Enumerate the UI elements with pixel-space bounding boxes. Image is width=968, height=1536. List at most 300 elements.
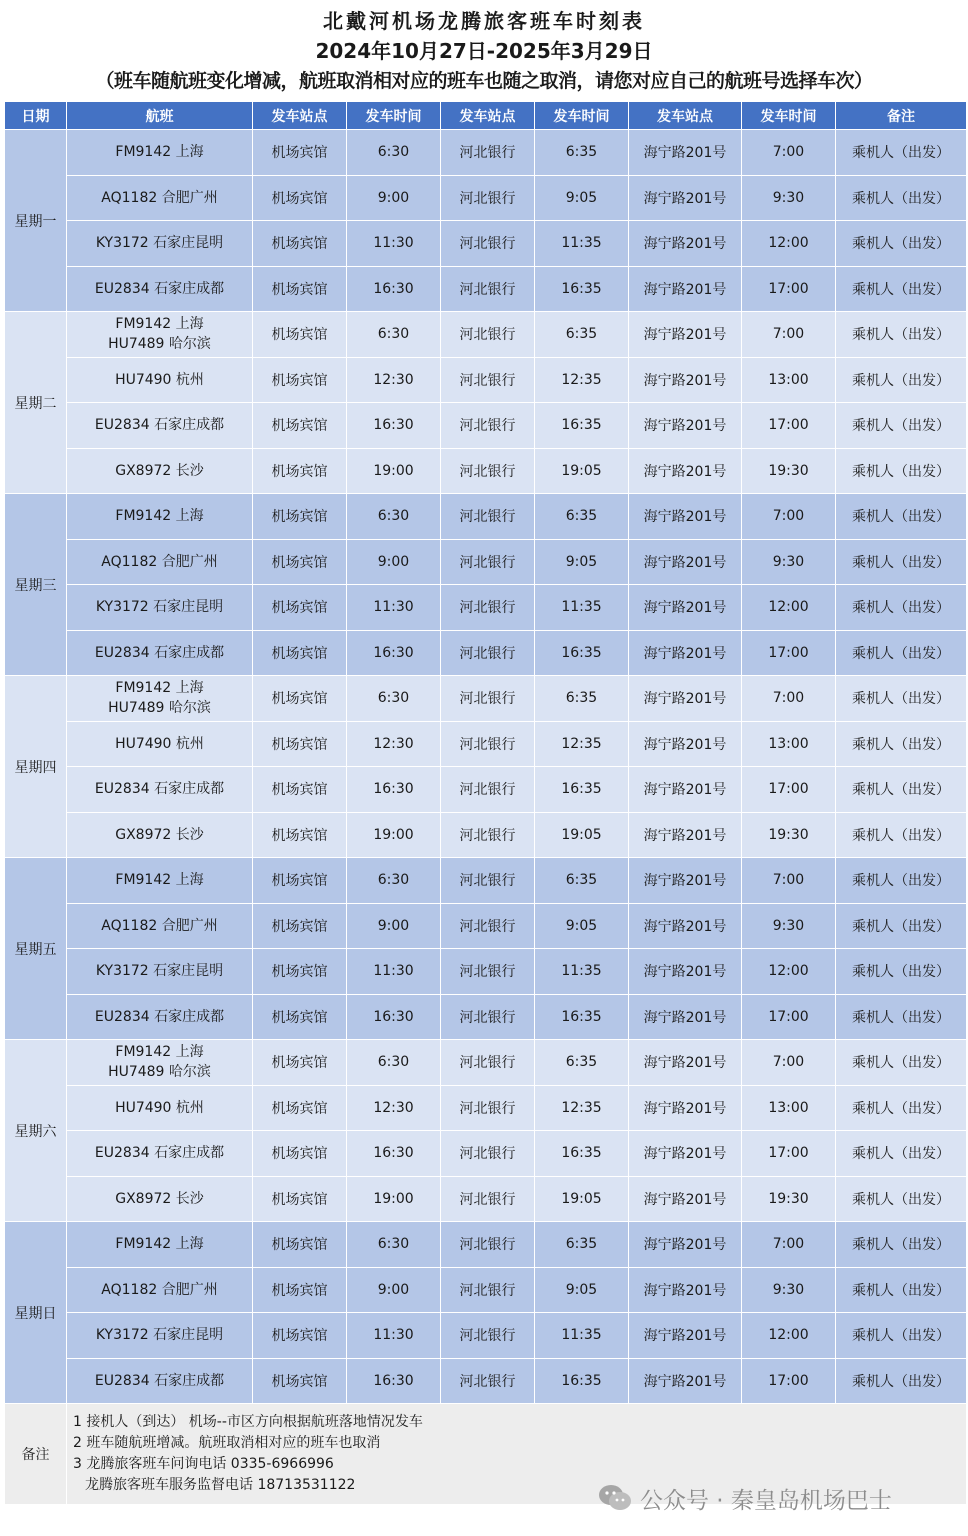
time-1-cell: 6:30 (347, 676, 441, 722)
station-2-cell: 河北银行 (441, 175, 535, 221)
station-1-cell: 机场宾馆 (253, 448, 347, 494)
flight-cell (67, 130, 253, 176)
table-row (5, 266, 967, 312)
note-cell: 乘机人（出发） (836, 448, 967, 494)
station-2-cell: 河北银行 (441, 1313, 535, 1359)
table-row (5, 130, 967, 176)
station-3-cell: 海宁路201号 (629, 130, 742, 176)
flight-line: GX8972 长沙 (115, 826, 204, 843)
header-station-3: 发车站点 (629, 102, 742, 130)
station-1-cell: 机场宾馆 (253, 357, 347, 403)
time-1-cell: 9:00 (347, 903, 441, 949)
station-1-cell: 机场宾馆 (253, 221, 347, 267)
flight-cell (67, 312, 253, 358)
note-cell: 乘机人（出发） (836, 1313, 967, 1359)
station-2-cell: 河北银行 (441, 312, 535, 358)
time-2-cell: 16:35 (535, 266, 629, 312)
time-3-cell: 19:30 (742, 812, 836, 858)
note-cell: 乘机人（出发） (836, 721, 967, 767)
table-row (5, 1222, 967, 1268)
note-cell: 乘机人（出发） (836, 1358, 967, 1404)
time-2-cell: 6:35 (535, 312, 629, 358)
time-3-cell: 9:30 (742, 175, 836, 221)
station-2-cell: 河北银行 (441, 858, 535, 904)
time-1-cell: 6:30 (347, 312, 441, 358)
time-2-cell: 6:35 (535, 1040, 629, 1086)
header-note: 备注 (836, 102, 967, 130)
table-row (5, 357, 967, 403)
station-2-cell: 河北银行 (441, 1176, 535, 1222)
time-2-cell: 9:05 (535, 539, 629, 585)
time-2-cell: 16:35 (535, 630, 629, 676)
time-2-cell: 6:35 (535, 494, 629, 540)
flight-line: GX8972 长沙 (115, 1190, 204, 1207)
flight-line: FM9142 上海 (115, 508, 204, 525)
schedule-date-range: 2024年10月27日-2025年3月29日 (315, 39, 653, 63)
time-1-cell: 16:30 (347, 630, 441, 676)
flight-cell (67, 403, 253, 449)
station-2-cell: 河北银行 (441, 130, 535, 176)
station-2-cell: 河北银行 (441, 448, 535, 494)
table-row (5, 1313, 967, 1359)
remark-line: 2 班车随航班增减。航班取消相对应的班车也取消 (73, 1435, 381, 1451)
station-1-cell: 机场宾馆 (253, 858, 347, 904)
flight-line: FM9142 上海 (115, 1236, 204, 1253)
flight-line: HU7490 杭州 (115, 1099, 204, 1116)
station-1-cell: 机场宾馆 (253, 994, 347, 1040)
time-1-cell: 19:00 (347, 448, 441, 494)
flight-cell (67, 448, 253, 494)
flight-line: EU2834 石家庄成都 (94, 1008, 225, 1025)
remark-line: 龙腾旅客班车服务监督电话 18713531122 (85, 1477, 356, 1493)
note-cell: 乘机人（出发） (836, 1222, 967, 1268)
flight-cell (67, 1176, 253, 1222)
day-cell: 星期五 (5, 858, 67, 1040)
flight-cell (67, 812, 253, 858)
flight-cell (67, 903, 253, 949)
time-3-cell: 13:00 (742, 357, 836, 403)
note-cell: 乘机人（出发） (836, 812, 967, 858)
time-3-cell: 17:00 (742, 767, 836, 813)
time-1-cell: 6:30 (347, 1222, 441, 1268)
time-1-cell: 16:30 (347, 1358, 441, 1404)
flight-cell (67, 721, 253, 767)
station-3-cell: 海宁路201号 (629, 1313, 742, 1359)
station-3-cell: 海宁路201号 (629, 858, 742, 904)
station-1-cell: 机场宾馆 (253, 312, 347, 358)
header-time-1: 发车时间 (347, 102, 441, 130)
flight-line: HU7489 哈尔滨 (108, 700, 211, 717)
time-2-cell: 16:35 (535, 767, 629, 813)
station-3-cell: 海宁路201号 (629, 1358, 742, 1404)
table-row (5, 1176, 967, 1222)
note-cell: 乘机人（出发） (836, 494, 967, 540)
flight-cell (67, 1358, 253, 1404)
time-2-cell: 16:35 (535, 994, 629, 1040)
station-3-cell: 海宁路201号 (629, 767, 742, 813)
flight-cell (67, 1131, 253, 1177)
time-2-cell: 12:35 (535, 1085, 629, 1131)
note-cell: 乘机人（出发） (836, 1131, 967, 1177)
title-block (0, 0, 968, 100)
flight-line: KY3172 石家庄昆明 (95, 1327, 224, 1344)
station-2-cell: 河北银行 (441, 539, 535, 585)
station-2-cell: 河北银行 (441, 494, 535, 540)
time-2-cell: 19:05 (535, 448, 629, 494)
table-row (5, 585, 967, 631)
flight-line: FM9142 上海 (115, 316, 204, 333)
header-time-2: 发车时间 (535, 102, 629, 130)
note-cell: 乘机人（出发） (836, 403, 967, 449)
table-row (5, 1040, 967, 1086)
time-2-cell: 11:35 (535, 221, 629, 267)
time-1-cell: 6:30 (347, 858, 441, 904)
day-cell: 星期四 (5, 676, 67, 858)
flight-line: AQ1182 合肥广州 (101, 189, 218, 206)
time-2-cell: 16:35 (535, 1131, 629, 1177)
flight-cell (67, 1085, 253, 1131)
day-cell: 星期二 (5, 312, 67, 494)
time-1-cell: 12:30 (347, 1085, 441, 1131)
note-cell: 乘机人（出发） (836, 221, 967, 267)
flight-line: FM9142 上海 (115, 1044, 204, 1061)
station-3-cell: 海宁路201号 (629, 539, 742, 585)
header-date: 日期 (5, 102, 67, 130)
time-1-cell: 11:30 (347, 221, 441, 267)
station-3-cell: 海宁路201号 (629, 721, 742, 767)
station-2-cell: 河北银行 (441, 903, 535, 949)
time-2-cell: 19:05 (535, 1176, 629, 1222)
time-3-cell: 7:00 (742, 676, 836, 722)
note-cell: 乘机人（出发） (836, 630, 967, 676)
time-1-cell: 12:30 (347, 721, 441, 767)
time-2-cell: 11:35 (535, 1313, 629, 1359)
note-cell: 乘机人（出发） (836, 175, 967, 221)
shuttle-schedule-table (4, 101, 967, 1505)
table-row (5, 767, 967, 813)
station-1-cell: 机场宾馆 (253, 721, 347, 767)
flight-line: KY3172 石家庄昆明 (95, 963, 224, 980)
time-1-cell: 9:00 (347, 539, 441, 585)
time-1-cell: 12:30 (347, 357, 441, 403)
remarks-label: 备注 (5, 1404, 67, 1505)
flight-line: GX8972 长沙 (115, 462, 204, 479)
time-2-cell: 11:35 (535, 585, 629, 631)
station-3-cell: 海宁路201号 (629, 903, 742, 949)
wechat-icon (598, 1483, 632, 1513)
remark-line: 1 接机人（到达） 机场--市区方向根据航班落地情况发车 (73, 1414, 423, 1430)
day-cell: 星期六 (5, 1040, 67, 1222)
station-3-cell: 海宁路201号 (629, 1085, 742, 1131)
station-2-cell: 河北银行 (441, 676, 535, 722)
note-cell: 乘机人（出发） (836, 1040, 967, 1086)
time-2-cell: 11:35 (535, 949, 629, 995)
time-3-cell: 19:30 (742, 448, 836, 494)
station-1-cell: 机场宾馆 (253, 1131, 347, 1177)
station-3-cell: 海宁路201号 (629, 1131, 742, 1177)
table-row (5, 1358, 967, 1404)
time-1-cell: 16:30 (347, 994, 441, 1040)
time-2-cell: 9:05 (535, 903, 629, 949)
station-2-cell: 河北银行 (441, 357, 535, 403)
table-row (5, 676, 967, 722)
flight-cell (67, 1222, 253, 1268)
station-2-cell: 河北银行 (441, 585, 535, 631)
station-3-cell: 海宁路201号 (629, 312, 742, 358)
flight-cell (67, 494, 253, 540)
table-row (5, 949, 967, 995)
note-cell: 乘机人（出发） (836, 357, 967, 403)
table-row (5, 858, 967, 904)
station-1-cell: 机场宾馆 (253, 949, 347, 995)
flight-line: EU2834 石家庄成都 (94, 280, 225, 297)
note-cell: 乘机人（出发） (836, 858, 967, 904)
time-3-cell: 17:00 (742, 1358, 836, 1404)
flight-cell (67, 676, 253, 722)
flight-line: EU2834 石家庄成都 (94, 644, 225, 661)
flight-cell (67, 1313, 253, 1359)
time-1-cell: 11:30 (347, 949, 441, 995)
station-1-cell: 机场宾馆 (253, 539, 347, 585)
station-1-cell: 机场宾馆 (253, 1358, 347, 1404)
time-3-cell: 12:00 (742, 949, 836, 995)
note-cell: 乘机人（出发） (836, 1267, 967, 1313)
station-2-cell: 河北银行 (441, 403, 535, 449)
flight-line: FM9142 上海 (115, 872, 204, 889)
table-row (5, 1267, 967, 1313)
table-body (5, 130, 967, 1404)
time-3-cell: 7:00 (742, 1222, 836, 1268)
station-3-cell: 海宁路201号 (629, 1176, 742, 1222)
time-3-cell: 17:00 (742, 994, 836, 1040)
flight-cell (67, 858, 253, 904)
time-1-cell: 19:00 (347, 1176, 441, 1222)
time-3-cell: 12:00 (742, 1313, 836, 1359)
station-1-cell: 机场宾馆 (253, 175, 347, 221)
flight-line: AQ1182 合肥广州 (101, 917, 218, 934)
flight-line: EU2834 石家庄成都 (94, 417, 225, 434)
time-1-cell: 16:30 (347, 1131, 441, 1177)
table-row (5, 721, 967, 767)
flight-line: HU7489 哈尔滨 (108, 1064, 211, 1081)
schedule-notice: （班车随航班变化增减，航班取消相对应的班车也随之取消，请您对应自己的航班号选择车次） (95, 70, 873, 92)
station-1-cell: 机场宾馆 (253, 903, 347, 949)
time-2-cell: 6:35 (535, 858, 629, 904)
flight-line: KY3172 石家庄昆明 (95, 599, 224, 616)
table-row (5, 1085, 967, 1131)
flight-cell (67, 266, 253, 312)
flight-line: HU7489 哈尔滨 (108, 336, 211, 353)
station-2-cell: 河北银行 (441, 1131, 535, 1177)
flight-line: HU7490 杭州 (115, 735, 204, 752)
station-3-cell: 海宁路201号 (629, 221, 742, 267)
station-1-cell: 机场宾馆 (253, 130, 347, 176)
station-1-cell: 机场宾馆 (253, 585, 347, 631)
table-row (5, 903, 967, 949)
time-3-cell: 7:00 (742, 130, 836, 176)
flight-line: FM9142 上海 (115, 144, 204, 161)
station-3-cell: 海宁路201号 (629, 403, 742, 449)
table-header-row (5, 102, 967, 130)
station-2-cell: 河北银行 (441, 630, 535, 676)
time-2-cell: 6:35 (535, 1222, 629, 1268)
time-1-cell: 9:00 (347, 175, 441, 221)
station-3-cell: 海宁路201号 (629, 949, 742, 995)
table-row (5, 539, 967, 585)
station-3-cell: 海宁路201号 (629, 1040, 742, 1086)
flight-cell (67, 221, 253, 267)
table-row (5, 494, 967, 540)
header-flight: 航班 (67, 102, 253, 130)
station-1-cell: 机场宾馆 (253, 812, 347, 858)
note-cell: 乘机人（出发） (836, 994, 967, 1040)
station-1-cell: 机场宾馆 (253, 1040, 347, 1086)
flight-line: EU2834 石家庄成都 (94, 1372, 225, 1389)
header-station-1: 发车站点 (253, 102, 347, 130)
table-row (5, 448, 967, 494)
station-2-cell: 河北银行 (441, 812, 535, 858)
table-row (5, 812, 967, 858)
watermark-text: 公众号 · 秦皇岛机场巴士 (640, 1487, 892, 1514)
table-row (5, 994, 967, 1040)
flight-cell (67, 357, 253, 403)
table-row (5, 221, 967, 267)
time-3-cell: 12:00 (742, 221, 836, 267)
station-3-cell: 海宁路201号 (629, 1222, 742, 1268)
time-1-cell: 16:30 (347, 266, 441, 312)
station-1-cell: 机场宾馆 (253, 1313, 347, 1359)
time-3-cell: 17:00 (742, 266, 836, 312)
station-1-cell: 机场宾馆 (253, 1176, 347, 1222)
station-2-cell: 河北银行 (441, 266, 535, 312)
day-cell: 星期三 (5, 494, 67, 676)
note-cell: 乘机人（出发） (836, 1176, 967, 1222)
time-2-cell: 6:35 (535, 130, 629, 176)
station-3-cell: 海宁路201号 (629, 357, 742, 403)
station-1-cell: 机场宾馆 (253, 767, 347, 813)
time-3-cell: 13:00 (742, 721, 836, 767)
time-2-cell: 12:35 (535, 357, 629, 403)
time-1-cell: 11:30 (347, 585, 441, 631)
flight-line: AQ1182 合肥广州 (101, 553, 218, 570)
time-2-cell: 16:35 (535, 1358, 629, 1404)
station-2-cell: 河北银行 (441, 1222, 535, 1268)
time-3-cell: 9:30 (742, 1267, 836, 1313)
time-3-cell: 7:00 (742, 312, 836, 358)
station-1-cell: 机场宾馆 (253, 266, 347, 312)
station-2-cell: 河北银行 (441, 949, 535, 995)
time-3-cell: 13:00 (742, 1085, 836, 1131)
table-row (5, 1131, 967, 1177)
table-row (5, 630, 967, 676)
note-cell: 乘机人（出发） (836, 585, 967, 631)
station-1-cell: 机场宾馆 (253, 494, 347, 540)
time-3-cell: 19:30 (742, 1176, 836, 1222)
time-3-cell: 12:00 (742, 585, 836, 631)
flight-line: FM9142 上海 (115, 680, 204, 697)
note-cell: 乘机人（出发） (836, 130, 967, 176)
station-3-cell: 海宁路201号 (629, 812, 742, 858)
flight-cell (67, 539, 253, 585)
time-3-cell: 17:00 (742, 1131, 836, 1177)
time-1-cell: 16:30 (347, 767, 441, 813)
remark-line: 3 龙腾旅客班车问询电话 0335-6966996 (73, 1456, 334, 1472)
header-station-2: 发车站点 (441, 102, 535, 130)
station-2-cell: 河北银行 (441, 767, 535, 813)
time-1-cell: 19:00 (347, 812, 441, 858)
schedule-title: 北戴河机场龙腾旅客班车时刻表 (323, 9, 645, 33)
time-3-cell: 9:30 (742, 539, 836, 585)
flight-cell (67, 949, 253, 995)
time-2-cell: 6:35 (535, 676, 629, 722)
table-row (5, 312, 967, 358)
station-1-cell: 机场宾馆 (253, 676, 347, 722)
station-3-cell: 海宁路201号 (629, 630, 742, 676)
station-2-cell: 河北银行 (441, 994, 535, 1040)
note-cell: 乘机人（出发） (836, 676, 967, 722)
station-1-cell: 机场宾馆 (253, 1267, 347, 1313)
flight-line: AQ1182 合肥广州 (101, 1281, 218, 1298)
station-3-cell: 海宁路201号 (629, 676, 742, 722)
flight-line: EU2834 石家庄成都 (94, 781, 225, 798)
station-2-cell: 河北银行 (441, 1267, 535, 1313)
time-2-cell: 12:35 (535, 721, 629, 767)
time-3-cell: 7:00 (742, 1040, 836, 1086)
station-3-cell: 海宁路201号 (629, 994, 742, 1040)
station-1-cell: 机场宾馆 (253, 403, 347, 449)
time-2-cell: 9:05 (535, 175, 629, 221)
note-cell: 乘机人（出发） (836, 903, 967, 949)
station-3-cell: 海宁路201号 (629, 448, 742, 494)
table-row (5, 175, 967, 221)
flight-cell (67, 585, 253, 631)
station-2-cell: 河北银行 (441, 1358, 535, 1404)
station-1-cell: 机场宾馆 (253, 630, 347, 676)
time-1-cell: 16:30 (347, 403, 441, 449)
header-time-3: 发车时间 (742, 102, 836, 130)
note-cell: 乘机人（出发） (836, 1085, 967, 1131)
day-cell: 星期日 (5, 1222, 67, 1404)
time-1-cell: 9:00 (347, 1267, 441, 1313)
time-1-cell: 6:30 (347, 1040, 441, 1086)
note-cell: 乘机人（出发） (836, 949, 967, 995)
flight-line: KY3172 石家庄昆明 (95, 235, 224, 252)
station-3-cell: 海宁路201号 (629, 494, 742, 540)
time-1-cell: 6:30 (347, 494, 441, 540)
flight-cell (67, 767, 253, 813)
time-3-cell: 7:00 (742, 494, 836, 540)
time-2-cell: 16:35 (535, 403, 629, 449)
flight-cell (67, 175, 253, 221)
time-2-cell: 19:05 (535, 812, 629, 858)
station-2-cell: 河北银行 (441, 1040, 535, 1086)
station-3-cell: 海宁路201号 (629, 266, 742, 312)
day-cell: 星期一 (5, 130, 67, 312)
table-row (5, 403, 967, 449)
flight-cell (67, 994, 253, 1040)
note-cell: 乘机人（出发） (836, 312, 967, 358)
flight-cell (67, 1267, 253, 1313)
flight-cell (67, 630, 253, 676)
time-2-cell: 9:05 (535, 1267, 629, 1313)
station-3-cell: 海宁路201号 (629, 1267, 742, 1313)
time-3-cell: 7:00 (742, 858, 836, 904)
station-1-cell: 机场宾馆 (253, 1085, 347, 1131)
note-cell: 乘机人（出发） (836, 266, 967, 312)
flight-line: EU2834 石家庄成都 (94, 1145, 225, 1162)
flight-line: HU7490 杭州 (115, 371, 204, 388)
station-3-cell: 海宁路201号 (629, 175, 742, 221)
